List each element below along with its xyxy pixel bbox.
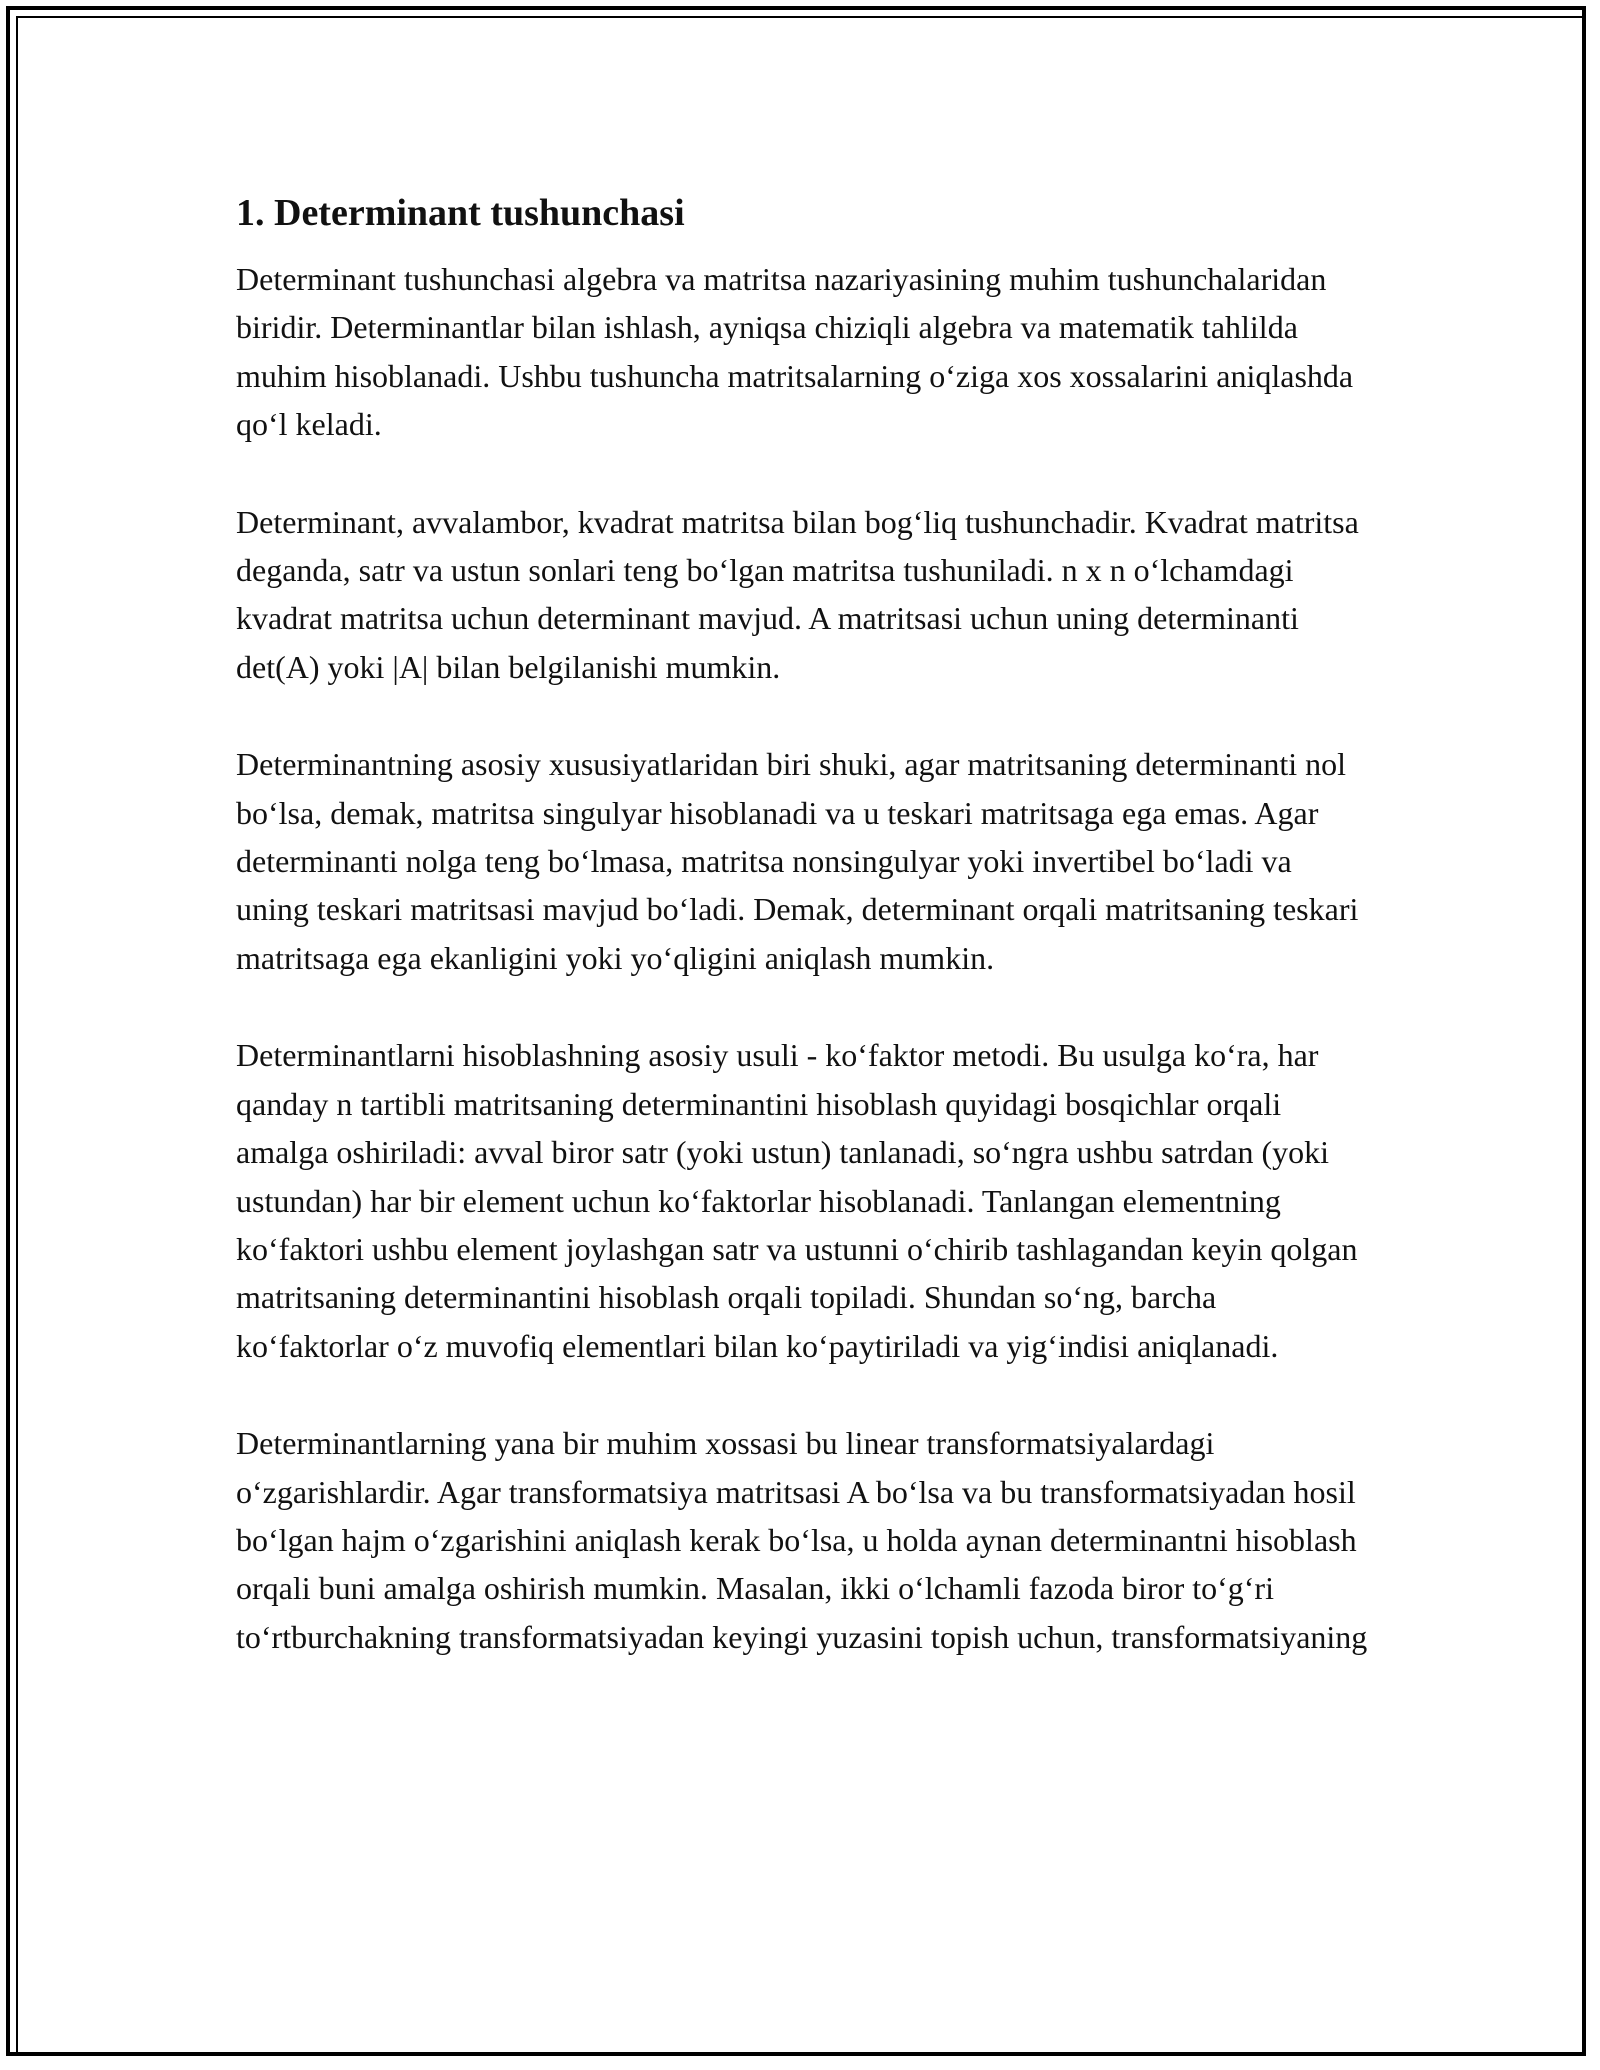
- document-body: [236, 185, 1371, 1661]
- paragraph-1: Determinant tushunchasi algebra va matritsa nazariyasining muhim tushunchalaridan biridir. Determinantlar bilan ishlash, ayniqsa chiziqli algebra va matematik tahlilda muhim hisoblanadi. Ushbu tushuncha matritsalarning o‘ziga xos xossalarini aniqlashda qo‘l keladi.: [236, 261, 1354, 443]
- section-heading: 1. Determinant tushunchasi: [236, 192, 685, 234]
- paragraph-4: Determinantlarni hisoblashning asosiy usuli - ko‘faktor metodi. Bu usulga ko‘ra, har qanday n tartibli matritsaning determinantini hisoblash quyidagi bosqichlar orqali amalga oshiriladi: avval biror satr (yoki ustun) tanlanadi, so‘ngra ushbu satrdan (yoki ustundan) har bir element uchun ko‘faktorlar hisoblanadi. Tanlangan elementning ko‘faktori ushbu element joylashgan satr va ustunni o‘chirib tashlagandan keyin qolgan matritsaning determinantini hisoblash orqali topiladi. Shundan so‘ng, barcha ko‘faktorlar o‘z muvofiq elementlari bilan ko‘paytiriladi va yig‘indisi aniqlanadi.: [236, 1037, 1358, 1364]
- paragraph-3: Determinantning asosiy xususiyatlaridan biri shuki, agar matritsaning determinanti nol bo‘lsa, demak, matritsa singulyar hisoblanadi va u teskari matritsaga ega emas. Agar determinanti nolga teng bo‘lmasa, matritsa nonsingulyar yoki invertibel bo‘ladi va uning teskari matritsasi mavjud bo‘ladi. Demak, determinant orqali matritsaning teskari matritsaga ega ekanligini yoki yo‘qligini aniqlash mumkin.: [236, 746, 1359, 976]
- paragraph-5: Determinantlarning yana bir muhim xossasi bu linear transformatsiyalardagi o‘zgarishlardir. Agar transformatsiya matritsasi A bo‘lsa va bu transformatsiyadan hosil bo‘lgan hajm o‘zgarishini aniqlash kerak bo‘lsa, u holda aynan determinantni hisoblash orqali buni amalga oshirish mumkin. Masalan, ikki o‘lchamli fazoda biror to‘g‘ri to‘rtburchakning transformatsiyadan keyingi yuzasini topish uchun, transformatsiyaning: [236, 1425, 1368, 1655]
- paragraph-2: Determinant, avvalambor, kvadrat matritsa bilan bog‘liq tushunchadir. Kvadrat matritsa deganda, satr va ustun sonlari teng bo‘lgan matritsa tushuniladi. n x n o‘lchamdagi kvadrat matritsa uchun determinant mavjud. A matritsasi uchun uning determinanti det(A) yoki |A| bilan belgilanishi mumkin.: [236, 503, 1359, 685]
